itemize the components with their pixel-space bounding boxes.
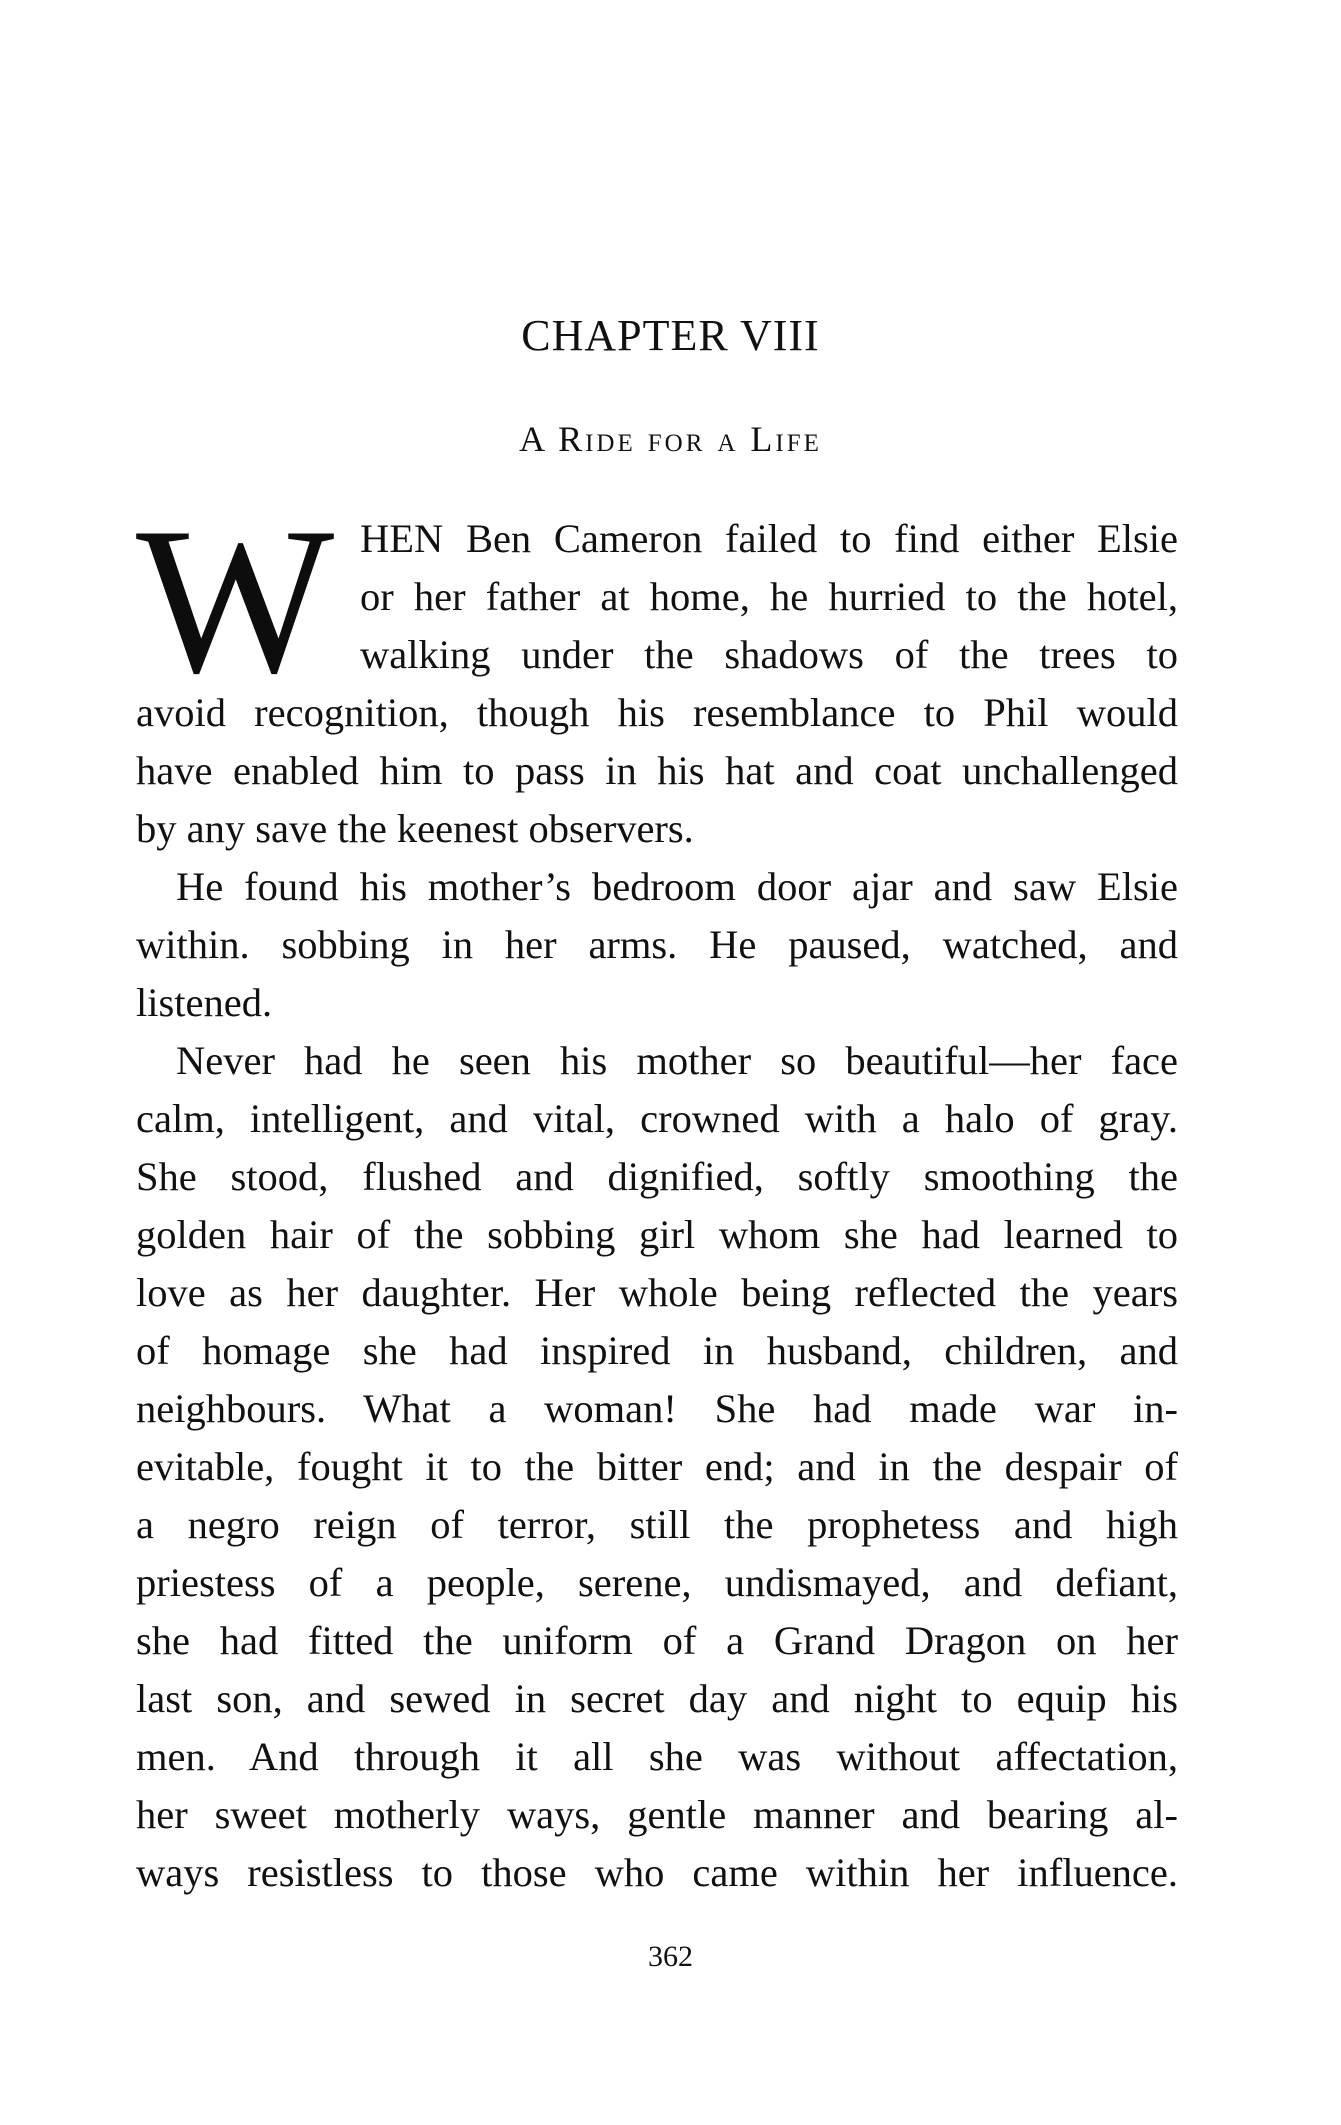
text-line: or her father at home, he hurried to the hotel, xyxy=(360,574,1178,619)
text-line: calm, intelligent, and vital, crowned with a halo of gray. xyxy=(136,1096,1178,1141)
text-line: He found his mother’s bedroom door ajar and saw Elsie xyxy=(176,864,1178,909)
text-line: men. And through it all she was without affectation, xyxy=(136,1734,1178,1779)
text-line: evitable, fought it to the bitter end; and in the despair of xyxy=(136,1444,1178,1489)
chapter-subtitle: A Ride for a Life xyxy=(519,419,822,459)
text-line: HEN Ben Cameron failed to find either Elsie xyxy=(360,516,1178,561)
text-line: love as her daughter. Her whole being reflected the years xyxy=(136,1270,1178,1315)
body-text xyxy=(136,485,1178,1902)
text-line: listened. xyxy=(136,980,273,1025)
text-line: a negro reign of terror, still the prophetess and high xyxy=(136,1502,1178,1547)
text-line: have enabled him to pass in his hat and coat unchallenged xyxy=(136,748,1178,793)
text-line: She stood, flushed and dignified, softly smoothing the xyxy=(136,1154,1178,1199)
text-line: Never had he seen his mother so beautiful—her face xyxy=(176,1038,1178,1083)
text-line: golden hair of the sobbing girl whom she had learned to xyxy=(136,1212,1178,1257)
text-line: her sweet motherly ways, gentle manner and bearing al- xyxy=(136,1792,1178,1837)
text-line: walking under the shadows of the trees to xyxy=(360,632,1178,677)
text-line: she had fitted the uniform of a Grand Dragon on her xyxy=(136,1618,1178,1663)
text-line: priestess of a people, serene, undismayed, and defiant, xyxy=(136,1560,1178,1605)
page-number: 362 xyxy=(648,1940,693,1973)
paragraph-2 xyxy=(136,858,1178,1032)
opening-paragraph xyxy=(136,485,1178,858)
text-line: ways resistless to those who came within her influence. xyxy=(136,1850,1178,1895)
paragraph-3 xyxy=(136,1032,1178,1902)
text-line: within. sobbing in her arms. He paused, watched, and xyxy=(136,922,1178,967)
chapter-title: CHAPTER VIII xyxy=(521,311,820,360)
text-line: by any save the keenest observers. xyxy=(136,806,694,851)
text-line: neighbours. What a woman! She had made war in- xyxy=(136,1386,1178,1431)
text-line: last son, and sewed in secret day and night to equip his xyxy=(136,1676,1178,1721)
drop-cap: W xyxy=(136,485,335,717)
text-line: avoid recognition, though his resemblance to Phil would xyxy=(136,690,1178,735)
text-line: of homage she had inspired in husband, children, and xyxy=(136,1328,1178,1373)
